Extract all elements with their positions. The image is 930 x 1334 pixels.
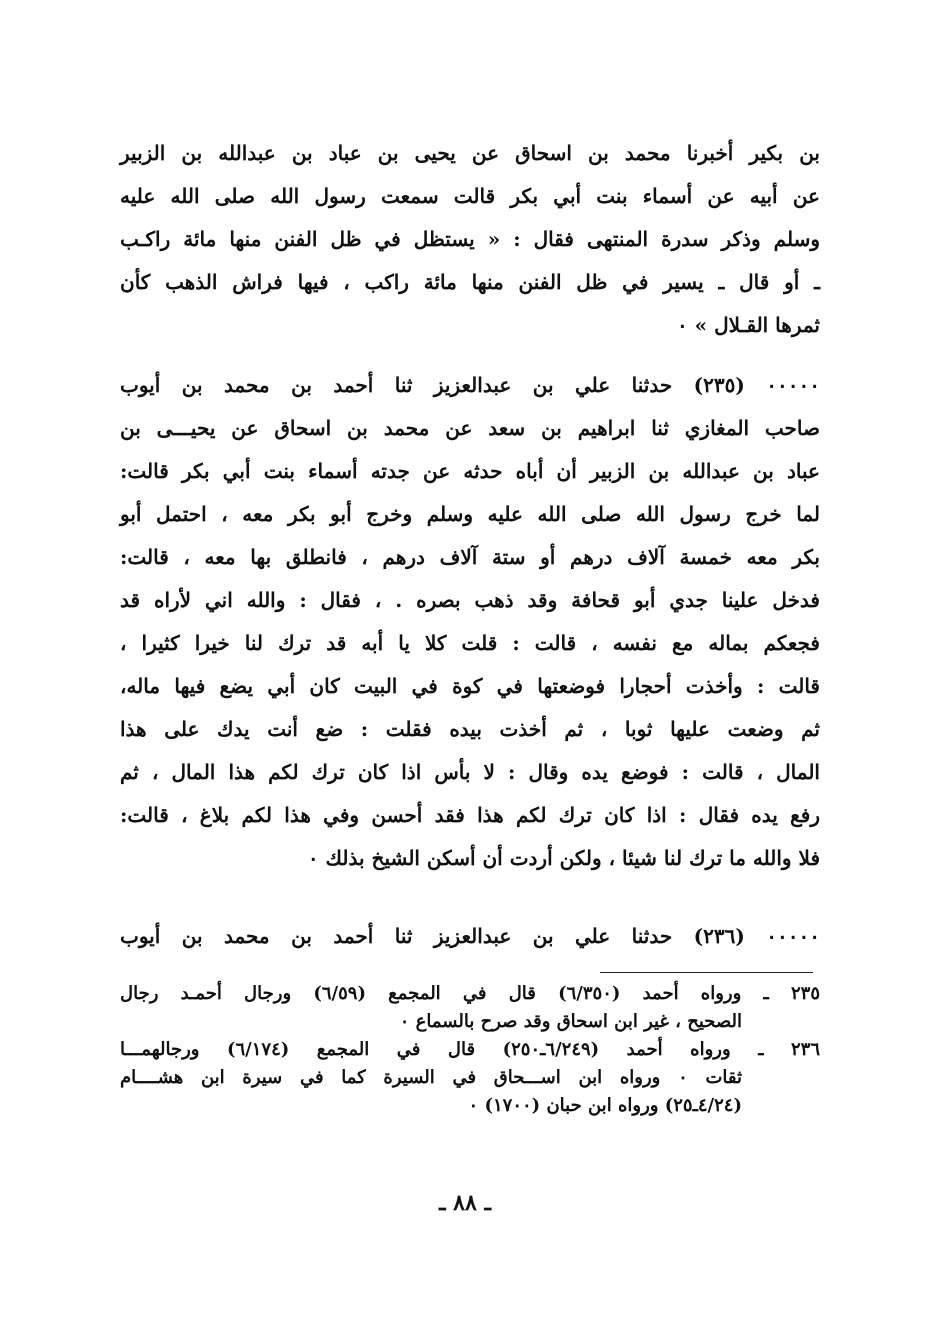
text-line: قالت : وأخذت أحجارا فوضعتها في كوة في البيت كان أبي يضع فيها ماله،	[120, 674, 820, 698]
text-line: عباد بن عبدالله بن الزبير أن أباه حدثه عن جدته أسماء بنت أبي بكر قالت:	[120, 459, 820, 483]
text-line: المال ، قالت : فوضع يده وقال : لا بأس اذا كان ترك لكم هذا المال ، ثم	[120, 760, 820, 784]
text-line: لما خرج رسول الله صلى الله عليه وسلم وخرج أبو بكر معه ، احتمل أبو	[120, 502, 820, 526]
page-number: ـ ٨٨ ـ	[439, 1190, 491, 1216]
text-line: ثم وضعت عليها ثوبا ، ثم أخذت بيده فقلت : ضع أنت يدك على هذا	[120, 717, 820, 741]
footnote-line: ٢٣٦ ـ ورواه أحمد (٦/٢٤٩ـ٢٥٠) قال في المجمع (٦/١٧٤) ورجالهمـــا	[120, 1039, 820, 1060]
text-line: ـ أو قال ـ يسير في ظل الفنن منها مائة راكب ، فيها فراش الذهب كأن	[120, 270, 820, 294]
footnote-236	[120, 1036, 820, 1120]
text-line: فلا والله ما ترك لنا شيئا ، ولكن أردت أن أسكن الشيخ بذلك ٠	[307, 846, 820, 870]
text-line: ٠٠٠٠٠ (٢٣٥) حدثنا علي بن عبدالعزيز ثنا أحمد بن محمد بن أيوب	[120, 373, 820, 397]
text-line: عن أبيه عن أسماء بنت أبي بكر قالت سمعت رسول الله صلى الله عليه	[120, 184, 820, 208]
footnote-line: الصحيح ، غير ابن اسحاق وقد صرح بالسماع ٠	[399, 1011, 742, 1032]
footnote-line: (٤/٢٤ـ٢٥) ورواه ابن حبان (١٧٠٠) ٠	[468, 1095, 742, 1116]
text-line: بكر معه خمسة آلاف درهم أو ستة آلاف درهم ، فانطلق بها معه ، قالت:	[120, 545, 820, 569]
footnote-divider	[600, 972, 813, 973]
text-line: ثمرها القـلال » ٠	[676, 313, 820, 337]
text-line: وسلم وذكر سدرة المنتهى فقال : « يستظل في ظل الفنن منها مائة راكـب	[120, 227, 820, 251]
text-line: رفع يده فقال : اذا كان ترك لكم هذا فقد أحسن وفي هذا لكم بلاغ ، قالت:	[120, 803, 820, 827]
paragraph-hadith-234-end	[120, 132, 820, 347]
footnote-line: ٢٣٥ ـ ورواه أحمد (٦/٣٥٠) قال في المجمع (٦/٥٩) ورجال أحمـد رجال	[120, 983, 821, 1004]
text-line: فجعكم بماله مع نفسه ، قالت : قلت كلا يا أبه قد ترك لنا خيرا كثيرا ،	[120, 631, 820, 655]
paragraph-hadith-235	[120, 364, 820, 880]
footnote-line: ثقات ٠ ورواه ابن اســـحاق في السيرة كما في سيرة ابن هشــــام	[120, 1067, 743, 1088]
text-line: فدخل علينا جدي أبو قحافة وقد ذهب بصره . ، فقال : والله اني لأراه قد	[120, 588, 820, 612]
text-line: صاحب المغازي ثنا ابراهيم بن سعد عن محمد بن اسحاق عن يحيـــى بن	[120, 416, 820, 440]
text-line: ٠٠٠٠٠ (٢٣٦) حدثنا علي بن عبدالعزيز ثنا أحمد بن محمد بن أيوب	[120, 924, 820, 948]
footnote-235	[120, 980, 820, 1036]
paragraph-hadith-236	[120, 915, 820, 958]
text-line: بن بكير أخبرنا محمد بن اسحاق عن يحيى بن عباد بن عبدالله بن الزبير	[120, 141, 820, 165]
footnotes	[120, 980, 820, 1120]
